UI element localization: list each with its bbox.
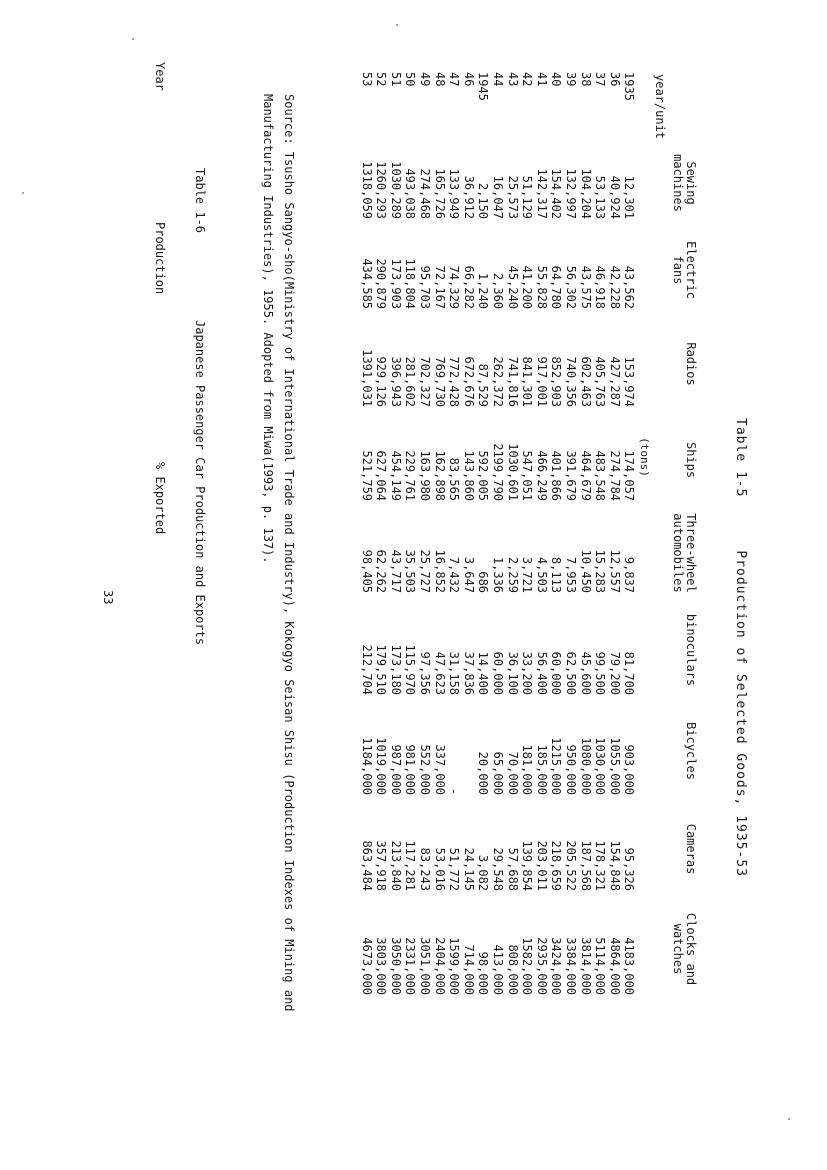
value-cell: 25,727 xyxy=(418,549,433,594)
value-cell: 552,000 xyxy=(418,744,433,796)
value-cell: 741,816 xyxy=(505,356,520,408)
scan-speck xyxy=(396,24,398,26)
column-header: Bicycles xyxy=(684,722,698,780)
value-cell: 25,573 xyxy=(505,175,520,220)
table-row xyxy=(622,72,637,1001)
value-cell: 56,302 xyxy=(564,265,579,310)
value-cell: 37,836 xyxy=(461,651,476,696)
table-row xyxy=(447,72,462,1001)
unit-cell xyxy=(636,701,651,801)
scan-speck xyxy=(788,1118,790,1120)
value-cell: 1582,000 xyxy=(520,937,535,996)
value-cell: 929,126 xyxy=(374,356,389,408)
table-row xyxy=(418,72,433,1001)
unit-cell xyxy=(636,897,651,1001)
value-cell: 95,326 xyxy=(622,847,637,892)
value-cell: 154,402 xyxy=(549,168,564,220)
value-cell: 1260,293 xyxy=(374,161,389,220)
units-row xyxy=(636,72,651,1001)
value-cell: 391,679 xyxy=(564,450,579,502)
value-cell: 9,837 xyxy=(622,556,637,594)
value-cell: 203,011 xyxy=(534,840,549,892)
value-cell: 205,522 xyxy=(564,840,579,892)
value-cell: 772,428 xyxy=(447,356,462,408)
unit-cell xyxy=(636,225,651,315)
value-cell: 4673,000 xyxy=(359,937,374,996)
value-cell: 3050,000 xyxy=(388,937,403,996)
value-cell: 99,500 xyxy=(593,651,608,696)
value-cell: 3,647 xyxy=(461,556,476,594)
value-cell: 56,400 xyxy=(534,651,549,696)
year-cell: 51 xyxy=(388,72,403,87)
value-cell: 1030,601 xyxy=(505,443,520,502)
table2-production-header: Production xyxy=(153,222,167,295)
value-cell: 40,924 xyxy=(607,175,622,220)
value-cell: 15,283 xyxy=(593,549,608,594)
unit-cell xyxy=(636,801,651,897)
value-cell: 165,726 xyxy=(432,168,447,220)
table-row xyxy=(374,72,389,1001)
value-cell: 98,000 xyxy=(476,951,491,996)
value-cell: 65,000 xyxy=(491,751,506,796)
value-cell: 1,240 xyxy=(476,272,491,310)
value-cell: 139,854 xyxy=(520,840,535,892)
value-cell: 841,301 xyxy=(520,356,535,408)
table2-title: Japanese Passenger Car Production and Exports xyxy=(193,320,207,646)
value-cell: 290,879 xyxy=(374,258,389,310)
value-cell: 3424,000 xyxy=(549,937,564,996)
value-cell: 42,228 xyxy=(607,265,622,310)
year-cell: 46 xyxy=(461,72,476,87)
table-row xyxy=(563,72,578,1001)
value-cell: 20,000 xyxy=(476,751,491,796)
value-cell: 2331,000 xyxy=(403,937,418,996)
column-header: Clocks and watches xyxy=(671,912,698,986)
value-cell: 1030,289 xyxy=(388,161,403,220)
value-cell: 62,500 xyxy=(564,651,579,696)
value-cell: 1055,000 xyxy=(607,737,622,796)
year-cell: 38 xyxy=(578,72,593,87)
table-row xyxy=(461,72,476,1001)
value-cell: 173,903 xyxy=(388,258,403,310)
unit-cell xyxy=(636,72,651,141)
value-cell: 173,180 xyxy=(388,644,403,696)
value-cell: 153,974 xyxy=(622,356,637,408)
value-cell: 35,503 xyxy=(403,549,418,594)
value-cell: 70,000 xyxy=(505,751,520,796)
value-cell: 262,372 xyxy=(491,356,506,408)
value-cell: 903,000 xyxy=(622,744,637,796)
value-cell: 47,623 xyxy=(432,651,447,696)
value-cell: 43,575 xyxy=(578,265,593,310)
value-cell: 117,281 xyxy=(403,840,418,892)
table-row xyxy=(578,72,593,1001)
table-body xyxy=(359,72,651,1001)
value-cell: 3,082 xyxy=(476,854,491,892)
table2-number: Table 1-6 xyxy=(193,168,207,234)
value-cell: 118,804 xyxy=(403,258,418,310)
value-cell: 672,676 xyxy=(461,356,476,408)
value-cell: 55,828 xyxy=(534,265,549,310)
value-cell: 1080,000 xyxy=(578,737,593,796)
table-title: Table 1-5 Production of Selected Goods, 1935-53 xyxy=(733,418,748,877)
value-cell: 454,149 xyxy=(388,450,403,502)
value-cell: 36,912 xyxy=(461,175,476,220)
value-cell: 12,301 xyxy=(622,175,637,220)
value-cell: 81,700 xyxy=(622,651,637,696)
value-cell: 434,585 xyxy=(359,258,374,310)
year-cell: 52 xyxy=(374,72,389,87)
year-cell: 40 xyxy=(549,72,564,87)
value-cell: 602,463 xyxy=(578,356,593,408)
year-cell: 36 xyxy=(607,72,622,87)
value-cell: 187,568 xyxy=(578,840,593,892)
value-cell: 60,000 xyxy=(549,651,564,696)
value-cell: 43,717 xyxy=(388,549,403,594)
value-cell: 7,953 xyxy=(564,556,579,594)
value-cell: 769,730 xyxy=(432,356,447,408)
value-cell: 274,784 xyxy=(607,450,622,502)
value-cell: 62,262 xyxy=(374,549,389,594)
column-header: year/unit xyxy=(653,74,667,140)
value-cell: 4,503 xyxy=(534,556,549,594)
table-row xyxy=(520,72,535,1001)
table-row xyxy=(549,72,564,1001)
value-cell: 427,287 xyxy=(607,356,622,408)
value-cell: 401,866 xyxy=(549,450,564,502)
value-cell: 179,510 xyxy=(374,644,389,696)
value-cell: 740,356 xyxy=(564,356,579,408)
table-row xyxy=(476,72,491,1001)
value-cell: 29,548 xyxy=(491,847,506,892)
value-cell: 714,000 xyxy=(461,944,476,996)
value-cell: 132,997 xyxy=(564,168,579,220)
value-cell: 950,000 xyxy=(564,744,579,796)
value-cell: 115,970 xyxy=(403,644,418,696)
value-cell: 178,321 xyxy=(593,840,608,892)
year-cell: 49 xyxy=(418,72,433,87)
year-cell: 41 xyxy=(534,72,549,87)
value-cell: 1019,000 xyxy=(374,737,389,796)
value-cell: 405,763 xyxy=(593,356,608,408)
value-cell: 1391,031 xyxy=(359,349,374,408)
value-cell: 3,721 xyxy=(520,556,535,594)
table-row xyxy=(490,72,505,1001)
value-cell: 2,150 xyxy=(476,182,491,220)
value-cell: 521,759 xyxy=(359,450,374,502)
value-cell: 2,360 xyxy=(491,272,506,310)
column-header: Electric fans xyxy=(671,241,698,299)
value-cell: 133,949 xyxy=(447,168,462,220)
value-cell: 41,200 xyxy=(520,265,535,310)
unit-cell xyxy=(636,599,651,701)
value-cell: 66,282 xyxy=(461,265,476,310)
value-cell: 493,038 xyxy=(403,168,418,220)
value-cell: 281,602 xyxy=(403,356,418,408)
value-cell: 702,327 xyxy=(418,356,433,408)
value-cell: 79,200 xyxy=(607,651,622,696)
table-row xyxy=(432,72,447,1001)
value-cell: 7,432 xyxy=(447,556,462,594)
value-cell: 31,158 xyxy=(447,651,462,696)
value-cell: 2935,000 xyxy=(534,937,549,996)
column-header: Radios xyxy=(684,342,698,386)
table-row xyxy=(607,72,622,1001)
year-cell: 44 xyxy=(491,72,506,87)
value-cell: 46,918 xyxy=(593,265,608,310)
value-cell: 87,529 xyxy=(476,363,491,408)
value-cell: 97,356 xyxy=(418,651,433,696)
column-header: Cameras xyxy=(684,823,698,875)
value-cell: 852,903 xyxy=(549,356,564,408)
value-cell: 229,761 xyxy=(403,450,418,502)
value-cell: - xyxy=(447,787,462,796)
value-cell: 8,113 xyxy=(549,556,564,594)
value-cell: 483,548 xyxy=(593,450,608,502)
scan-speck xyxy=(132,38,134,40)
value-cell: 53,133 xyxy=(593,175,608,220)
value-cell: 154,848 xyxy=(607,840,622,892)
value-cell: 592,005 xyxy=(476,450,491,502)
value-cell: 57,688 xyxy=(505,847,520,892)
table2-exported-header: % Exported xyxy=(153,462,167,535)
value-cell: 4183,000 xyxy=(622,937,637,996)
value-cell: 33,200 xyxy=(520,651,535,696)
value-cell: 3814,000 xyxy=(578,937,593,996)
value-cell: 12,557 xyxy=(607,549,622,594)
value-cell: 213,840 xyxy=(388,840,403,892)
value-cell: 45,600 xyxy=(578,651,593,696)
value-cell: 2,259 xyxy=(505,556,520,594)
value-cell: 51,129 xyxy=(520,175,535,220)
value-cell: 83,565 xyxy=(447,457,462,502)
value-cell: 181,000 xyxy=(520,744,535,796)
year-cell: 43 xyxy=(505,72,520,87)
value-cell: 3384,000 xyxy=(564,937,579,996)
value-cell: 16,852 xyxy=(432,549,447,594)
value-cell: 863,484 xyxy=(359,840,374,892)
year-cell: 47 xyxy=(447,72,462,87)
table-row xyxy=(388,72,403,1001)
value-cell: 24,145 xyxy=(461,847,476,892)
year-cell: 50 xyxy=(403,72,418,87)
value-cell: 396,943 xyxy=(388,356,403,408)
value-cell xyxy=(461,701,476,801)
column-header: binoculars xyxy=(684,613,698,687)
value-cell: 2404,000 xyxy=(432,937,447,996)
value-cell: 10,450 xyxy=(578,549,593,594)
scan-speck xyxy=(22,192,24,194)
value-cell: 212,704 xyxy=(359,644,374,696)
table-row xyxy=(403,72,418,1001)
value-cell: 45,240 xyxy=(505,265,520,310)
value-cell: 357,918 xyxy=(374,840,389,892)
value-cell: 5114,000 xyxy=(593,937,608,996)
value-cell: 36,100 xyxy=(505,651,520,696)
table-row xyxy=(505,72,520,1001)
year-cell: 1935 xyxy=(622,72,637,101)
value-cell: 547,051 xyxy=(520,450,535,502)
table-row xyxy=(359,72,374,1001)
column-header: Sewing machines xyxy=(671,154,698,212)
value-cell: 163,980 xyxy=(418,450,433,502)
value-cell: 3803,000 xyxy=(374,937,389,996)
value-cell: 143,860 xyxy=(461,450,476,502)
value-cell: 1318,059 xyxy=(359,161,374,220)
value-cell: 53,016 xyxy=(432,847,447,892)
year-cell: 1945 xyxy=(476,72,491,101)
value-cell: 51,772 xyxy=(447,847,462,892)
year-cell: 37 xyxy=(593,72,608,87)
year-cell: 39 xyxy=(564,72,579,87)
column-header: Three-wheel automobiles xyxy=(671,513,698,593)
production-table xyxy=(359,72,697,1001)
page-number: 33 xyxy=(101,590,115,605)
value-cell: 917,001 xyxy=(534,356,549,408)
value-cell: 274,468 xyxy=(418,168,433,220)
value-cell: 142,317 xyxy=(534,168,549,220)
value-cell: 95,703 xyxy=(418,265,433,310)
value-cell: 16,047 xyxy=(491,175,506,220)
value-cell: 98,405 xyxy=(359,549,374,594)
unit-cell xyxy=(636,141,651,225)
value-cell: 4864,000 xyxy=(607,937,622,996)
value-cell: 174,057 xyxy=(622,450,637,502)
value-cell: 72,167 xyxy=(432,265,447,310)
value-cell: 2199,790 xyxy=(491,443,506,502)
value-cell: 466,249 xyxy=(534,450,549,502)
value-cell: 1599,000 xyxy=(447,937,462,996)
value-cell: 74,329 xyxy=(447,265,462,310)
unit-cell: (tons) xyxy=(638,437,651,477)
value-cell: 1,336 xyxy=(491,556,506,594)
value-cell: 64,780 xyxy=(549,265,564,310)
value-cell: 1184,000 xyxy=(359,737,374,796)
value-cell: 464,679 xyxy=(578,450,593,502)
value-cell: 981,000 xyxy=(403,744,418,796)
unit-cell xyxy=(636,507,651,599)
value-cell: 627,064 xyxy=(374,450,389,502)
value-cell: 1215,000 xyxy=(549,737,564,796)
value-cell: 14,400 xyxy=(476,651,491,696)
table-row xyxy=(534,72,549,1001)
value-cell: 808,000 xyxy=(505,944,520,996)
value-cell: 337,000 xyxy=(432,744,447,796)
header-row xyxy=(651,72,697,1001)
value-cell: 413,000 xyxy=(491,944,506,996)
value-cell: 60,000 xyxy=(491,651,506,696)
year-cell: 53 xyxy=(359,72,374,87)
value-cell: 104,204 xyxy=(578,168,593,220)
value-cell: 185,000 xyxy=(534,744,549,796)
table2-year-header: Year xyxy=(153,62,167,91)
value-cell: 218,659 xyxy=(549,840,564,892)
value-cell: 686 xyxy=(476,571,491,594)
value-cell: 83,243 xyxy=(418,847,433,892)
year-cell: 48 xyxy=(432,72,447,87)
source-note: Source: Tsusho Sangyo-sho(Ministry of International Trade and Industry), Kokogyo Seisan Shisu (Production Indexes of Mining and Manufacturing Industries), 1955. Adopted from Miwa(1993, p. 137). xyxy=(261,94,296,1012)
value-cell: 43,562 xyxy=(622,265,637,310)
unit-cell xyxy=(636,315,651,413)
value-cell: 987,000 xyxy=(388,744,403,796)
value-cell: 162,898 xyxy=(432,450,447,502)
table-row xyxy=(593,72,608,1001)
year-cell: 42 xyxy=(520,72,535,87)
column-header: Ships xyxy=(684,441,698,479)
value-cell: 1030,000 xyxy=(593,737,608,796)
value-cell: 3051,000 xyxy=(418,937,433,996)
